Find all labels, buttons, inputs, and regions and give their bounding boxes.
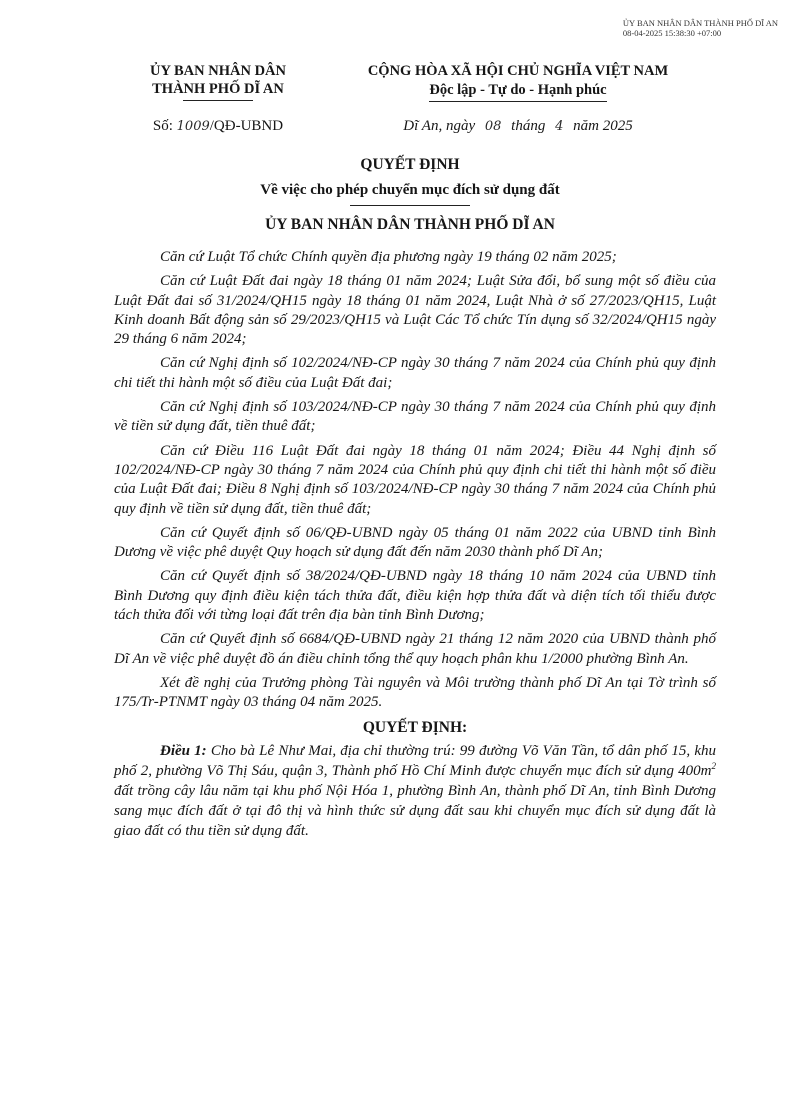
date-month-label: tháng xyxy=(511,118,546,134)
date-day: 08 xyxy=(484,119,502,134)
subtitle-rule xyxy=(350,205,470,206)
proposal-basis: Xét đề nghị của Trưởng phòng Tài nguyên và Môi trường thành phố Dĩ An tại Tờ trình số 175/Tr-PTNMT ngày 03 tháng 04 năm 2025. xyxy=(114,674,716,711)
document-body xyxy=(114,248,716,846)
authority-heading: ỦY BAN NHÂN DÂN THÀNH PHỐ DĨ AN xyxy=(265,216,555,233)
org-underline xyxy=(183,100,253,101)
legal-basis-2: Căn cứ Luật Đất đai ngày 18 tháng 01 năm 2024; Luật Sửa đổi, bổ sung một số điều của Luật Đất đai số 31/2024/QH15 ngày 18 tháng 01 năm 2024, Luật Nhà ở số 27/2023/QH15, Luật Kinh doanh Bất động sản số 29/2023/QH15 và Luật Các Tổ chức Tín dụng số 32/2024/QH15 ngày 29 tháng 6 năm 2024; xyxy=(114,273,716,348)
handwritten-number: 1009 xyxy=(176,119,210,134)
legal-basis-7: Căn cứ Quyết định số 38/2024/QĐ-UBND ngày 18 tháng 10 năm 2024 của UBND tỉnh Bình Dương quy định điều kiện tách thửa đất, điều kiện hợp thửa đất và diện tích tối thiểu được tách thửa đối với từng loại đất trên địa bàn tỉnh Bình Dương; xyxy=(114,568,716,624)
number-prefix: Số: xyxy=(152,118,173,134)
article-1-label: Điều 1: xyxy=(160,742,207,759)
nation-name: CỘNG HÒA XÃ HỘI CHỦ NGHĨA VIỆT NAM xyxy=(367,63,669,79)
article-1-text-a: Cho bà Lê Như Mai, địa chỉ thường trú: 99 đường Võ Văn Tần, tổ dân phố 15, khu phố 2, phường Võ Thị Sáu, quận 3, Thành phố Hồ Chí Minh được chuyển mục đích sử dụng 400m xyxy=(114,742,716,779)
legal-basis-8: Căn cứ Quyết định số 6684/QĐ-UBND ngày 21 tháng 12 năm 2020 của UBND thành phố Dĩ An về việc phê duyệt đồ án điều chỉnh tổng thể quy hoạch phân khu 1/2000 phường Bình An. xyxy=(114,631,716,667)
national-header xyxy=(318,62,718,102)
number-suffix: /QĐ-UBND xyxy=(209,118,284,134)
org-line-1: ỦY BAN NHÂN DÂN xyxy=(149,63,286,79)
legal-basis-6: Căn cứ Quyết định số 06/QĐ-UBND ngày 05 tháng 01 năm 2022 của UBND tỉnh Bình Dương về việc phê duyệt Quy hoạch sử dụng đất đến năm 2030 thành phố Dĩ An; xyxy=(114,524,716,561)
document-date xyxy=(318,118,718,135)
digital-signature-stamp xyxy=(623,18,778,38)
article-1-text-b: đất trồng cây lâu năm tại khu phố Nội Hóa 1, phường Bình An, thành phố Dĩ An, tỉnh Bình Dương sang mục đích đất ở tại đô thị và hình thức sử dụng đất sau khi chuyển mục đích sử dụng đất là giao đất có thu tiền sử dụng đất. xyxy=(114,782,716,839)
date-place: Dĩ An, ngày xyxy=(403,118,476,134)
legal-basis-3: Căn cứ Nghị định số 102/2024/NĐ-CP ngày 30 tháng 7 năm 2024 của Chính phủ quy định chi tiết thi hành một số điều của Luật Đất đai; xyxy=(114,355,716,391)
legal-basis-1: Căn cứ Luật Tổ chức Chính quyền địa phương ngày 19 tháng 02 năm 2025; xyxy=(160,249,617,265)
document-title: QUYẾT ĐỊNH xyxy=(360,156,460,173)
decision-heading: QUYẾT ĐỊNH: xyxy=(362,718,468,736)
stamp-org: ỦY BAN NHÂN DÂN THÀNH PHỐ DĨ AN xyxy=(622,18,778,28)
national-motto: Độc lập - Tự do - Hạnh phúc xyxy=(429,81,606,102)
date-month: 4 xyxy=(555,119,564,134)
stamp-timestamp: 08-04-2025 15:38:30 +07:00 xyxy=(622,28,722,38)
document-subtitle: Về việc cho phép chuyển mục đích sử dụng đất xyxy=(260,182,560,198)
area-unit-superscript: 2 xyxy=(711,760,716,771)
document-number xyxy=(118,118,318,135)
issuing-authority xyxy=(118,62,318,101)
article-1 xyxy=(114,741,716,841)
legal-basis-4: Căn cứ Nghị định số 103/2024/NĐ-CP ngày 30 tháng 7 năm 2024 của Chính phủ quy định về tiền sử dụng đất, tiền thuê đất; xyxy=(114,399,716,435)
date-year: năm 2025 xyxy=(573,118,633,134)
org-line-2: THÀNH PHỐ DĨ AN xyxy=(152,81,284,97)
legal-basis-5: Căn cứ Điều 116 Luật Đất đai ngày 18 tháng 01 năm 2024; Điều 44 Nghị định số 102/2024/NĐ-CP ngày 30 tháng 7 năm 2024 của Chính phủ quy định chi tiết thi hành một số điều của Luật Đất đai; Điều 8 Nghị định số 103/2024/NĐ-CP ngày 30 tháng 7 năm 2024 của Chính phủ quy định về tiền sử dụng đất, tiền thuê đất; xyxy=(114,442,716,517)
